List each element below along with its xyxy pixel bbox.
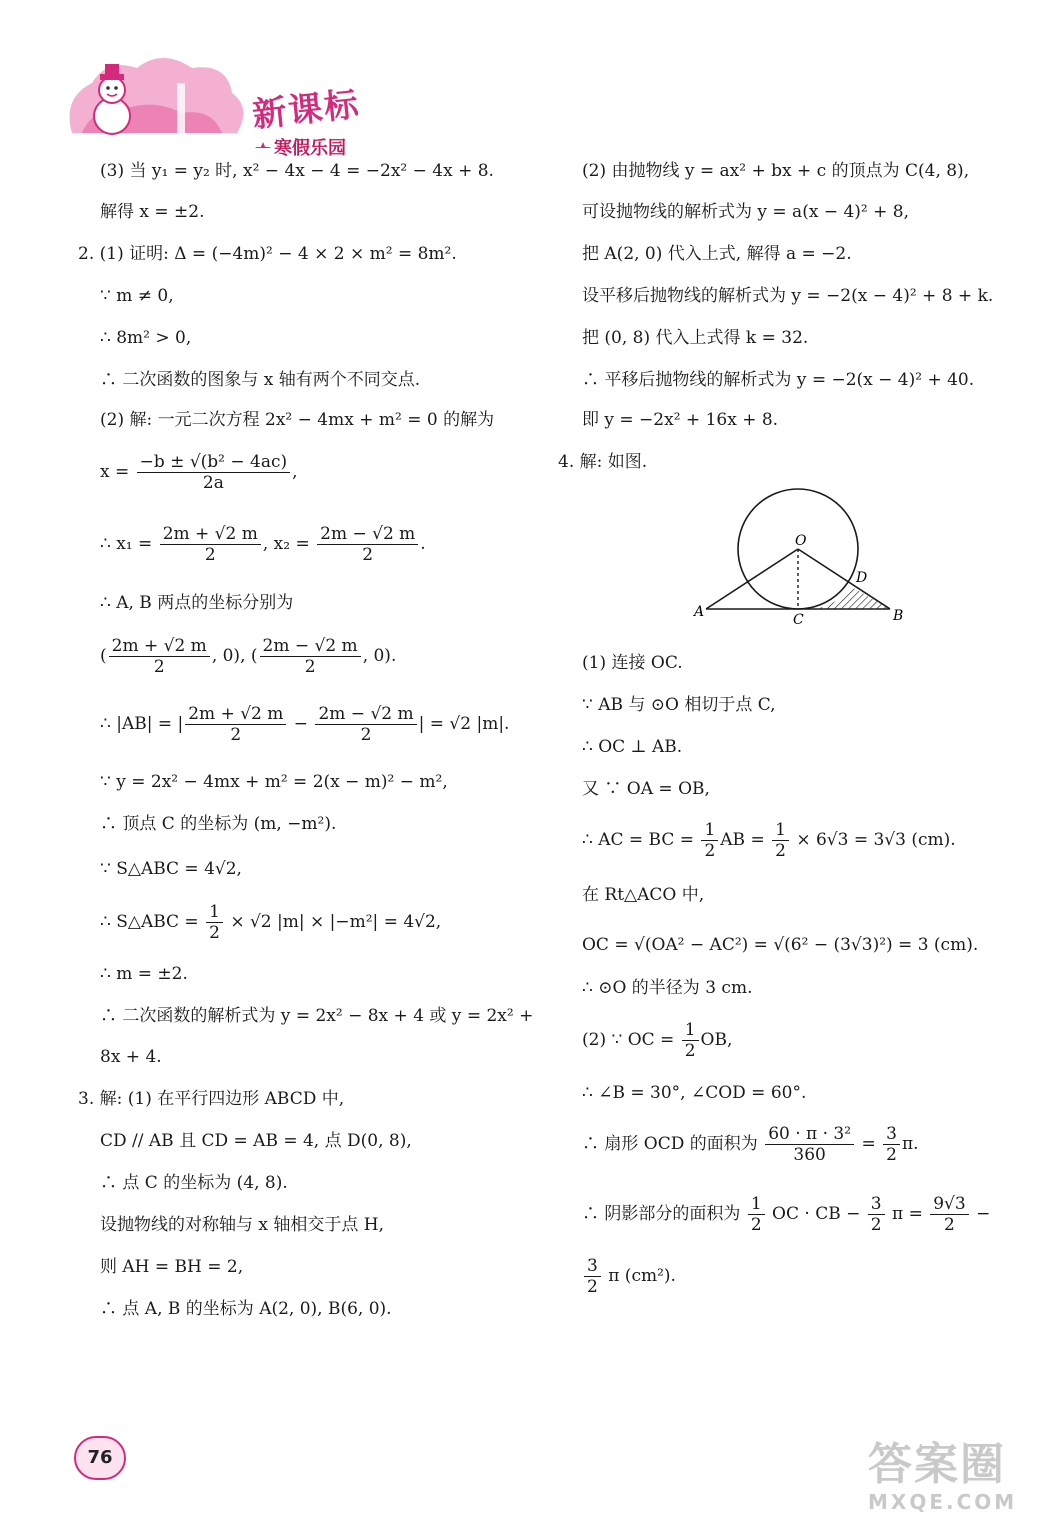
logo-title: 新课标 — [250, 84, 363, 136]
right-line-3: 把 A(2, 0) 代入上式, 解得 a = −2. — [582, 244, 852, 264]
right-line-rt: 在 Rt△ACO 中, — [582, 885, 705, 905]
label-b: B — [893, 608, 904, 624]
right-line-6: ∴ 平移后抛物线的解析式为 y = −2(x − 4)² + 40. — [582, 370, 975, 390]
right-line-7: 即 y = −2x² + 16x + 8. — [582, 410, 779, 430]
fraction: $\frac{1}{2}$ — [772, 820, 789, 861]
formula-lhs: x = — [100, 462, 135, 482]
fraction: $\frac{2m - √2 m}{2}$ — [260, 636, 361, 677]
fraction: $\frac{3}{2}$ — [883, 1124, 900, 1165]
fraction: $\frac{1}{2}$ — [701, 820, 718, 861]
right-line-2: 可设抛物线的解析式为 y = a(x − 4)² + 8, — [582, 202, 910, 222]
header-logo — [52, 38, 363, 159]
right-line-oc: OC = √(OA² − AC²) = √(6² − (3√3)²) = 3 (cm). — [582, 935, 979, 955]
left-line-6: ∴ 二次函数的图象与 x 轴有两个不同交点. — [100, 370, 421, 390]
label-o: O — [795, 533, 807, 549]
right-line-oa-ob: 又 ∵ OA = OB, — [582, 779, 710, 799]
fraction: $\frac{2m - √2 m}{2}$ — [317, 524, 418, 565]
right-line-q4: 4. 解: 如图. — [558, 452, 648, 472]
fraction: $\frac{2m + √2 m}{2}$ — [185, 704, 286, 745]
left-line-1: (3) 当 y₁ = y₂ 时, x² − 4x − 4 = −2x² − 4x + 8. — [100, 161, 494, 181]
quadratic-formula: x = $\frac{\text{−b ± √(b² − 4ac)}}{2a}$ , — [100, 452, 298, 493]
right-line-4: 设平移后抛物线的解析式为 y = −2(x − 4)² + 8 + k. — [582, 286, 994, 306]
ac-bc-line: ∴ AC = BC = $\frac{1}{2}$ AB = $\frac{1}{2}$ × 6√3 = 3√3 (cm). — [582, 820, 956, 861]
left-line-5: ∴ 8m² > 0, — [100, 328, 192, 348]
segment-oa — [706, 549, 798, 609]
shaded-area-line: ∴ 阴影部分的面积为 $\frac{1}{2}$ OC · CB − $\frac{3}{2}$ π = $\frac{9√3}{2}$ − — [582, 1194, 991, 1235]
right-line-5: 把 (0, 8) 代入上式得 k = 32. — [582, 328, 809, 348]
shaded-area-line-2: $\frac{3}{2}$ π (cm²). — [582, 1256, 676, 1297]
left-line-coords-intro: ∴ A, B 两点的坐标分别为 — [100, 593, 294, 613]
watermark — [868, 1428, 1028, 1528]
area-equation-line: ∴ S△ABC = $\frac{1}{2}$ × √2 |m| × |−m²| = 4√2, — [100, 902, 442, 943]
left-line-7: (2) 解: 一元二次方程 2x² − 4mx + m² = 0 的解为 — [100, 410, 495, 430]
left-line-m: ∴ m = ±2. — [100, 964, 188, 984]
ab-length-line: ∴ |AB| = | $\frac{2m + √2 m}{2}$ − $\frac{2m - √2 m}{2}$ | = √2 |m|. — [100, 704, 510, 745]
label-d: D — [856, 570, 868, 586]
right-line-perp: ∴ OC ⊥ AB. — [582, 737, 683, 757]
fraction: $\frac{\text{60 · π · 3²}}{360}$ — [765, 1124, 854, 1165]
left-line-answer-2: 8x + 4. — [100, 1047, 162, 1067]
page-number: 76 — [74, 1436, 126, 1480]
watermark-logo: 答案圈 — [868, 1439, 1006, 1490]
left-line-3: 2. (1) 证明: Δ = (−4m)² − 4 × 2 × m² = 8m². — [78, 244, 457, 264]
fraction: $\frac{2m + √2 m}{2}$ — [109, 636, 210, 677]
left-line-4: ∵ m ≠ 0, — [100, 286, 174, 306]
left-line-2: 解得 x = ±2. — [100, 202, 205, 222]
right-line-1: (2) 由抛物线 y = ax² + bx + c 的顶点为 C(4, 8), — [582, 161, 970, 181]
sector-area-line: ∴ 扇形 OCD 的面积为 $\frac{\text{60 · π · 3²}}{360}$ = $\frac{3}{2}$ π. — [582, 1124, 919, 1165]
left-line-q3: 3. 解: (1) 在平行四边形 ABCD 中, — [78, 1089, 345, 1109]
fraction: $\frac{3}{2}$ — [584, 1256, 601, 1297]
coords-line: ( $\frac{2m + √2 m}{2}$ , 0), ( $\frac{2m - √2 m}{2}$ , 0). — [100, 636, 397, 677]
right-line-radius: ∴ ⊙O 的半径为 3 cm. — [582, 978, 753, 998]
label-a: A — [694, 604, 705, 620]
left-line-answer-1: ∴ 二次函数的解析式为 y = 2x² − 8x + 4 或 y = 2x² + — [100, 1006, 534, 1026]
left-line-vertex-form: ∵ y = 2x² − 4mx + m² = 2(x − m)² − m², — [100, 772, 448, 792]
left-line-q3-6: ∴ 点 A, B 的坐标为 A(2, 0), B(6, 0). — [100, 1299, 392, 1319]
fraction: $\frac{2m + √2 m}{2}$ — [160, 524, 261, 565]
left-line-q3-5: 则 AH = BH = 2, — [100, 1257, 244, 1277]
roots-line: ∴ x₁ = $\frac{2m + √2 m}{2}$ , x₂ = $\frac{2m - √2 m}{2}$ . — [100, 524, 426, 565]
fraction: $\frac{9√3}{2}$ — [930, 1194, 968, 1235]
fraction: $\frac{2m - √2 m}{2}$ — [315, 704, 416, 745]
left-line-q3-3: ∴ 点 C 的坐标为 (4, 8). — [100, 1173, 288, 1193]
label-c: C — [793, 612, 804, 628]
left-line-q3-4: 设抛物线的对称轴与 x 轴相交于点 H, — [100, 1215, 385, 1235]
fraction: $\frac{\text{−b ± √(b² − 4ac)}}{2a}$ — [137, 452, 291, 493]
right-line-tangent: ∵ AB 与 ⊙O 相切于点 C, — [582, 695, 776, 715]
watermark-url: MXQE.COM — [868, 1490, 1018, 1514]
right-line-connect: (1) 连接 OC. — [582, 653, 683, 673]
fraction: $\frac{1}{2}$ — [748, 1194, 765, 1235]
left-line-area-given: ∵ S△ABC = 4√2, — [100, 859, 242, 879]
left-line-q3-2: CD // AB 且 CD = AB = 4, 点 D(0, 8), — [100, 1131, 412, 1151]
logo-subtitle: 寒假乐园 — [274, 138, 346, 159]
geometry-figure — [690, 484, 920, 634]
fraction: $\frac{1}{2}$ — [682, 1020, 699, 1061]
left-line-vertex: ∴ 顶点 C 的坐标为 (m, −m²). — [100, 814, 337, 834]
right-line-angles: ∴ ∠B = 30°, ∠COD = 60°. — [582, 1083, 807, 1103]
fraction: $\frac{3}{2}$ — [868, 1194, 885, 1235]
shaded-region — [798, 587, 890, 609]
fraction: $\frac{1}{2}$ — [206, 902, 223, 943]
oc-half-ob-line: (2) ∵ OC = $\frac{1}{2}$ OB, — [582, 1020, 733, 1061]
